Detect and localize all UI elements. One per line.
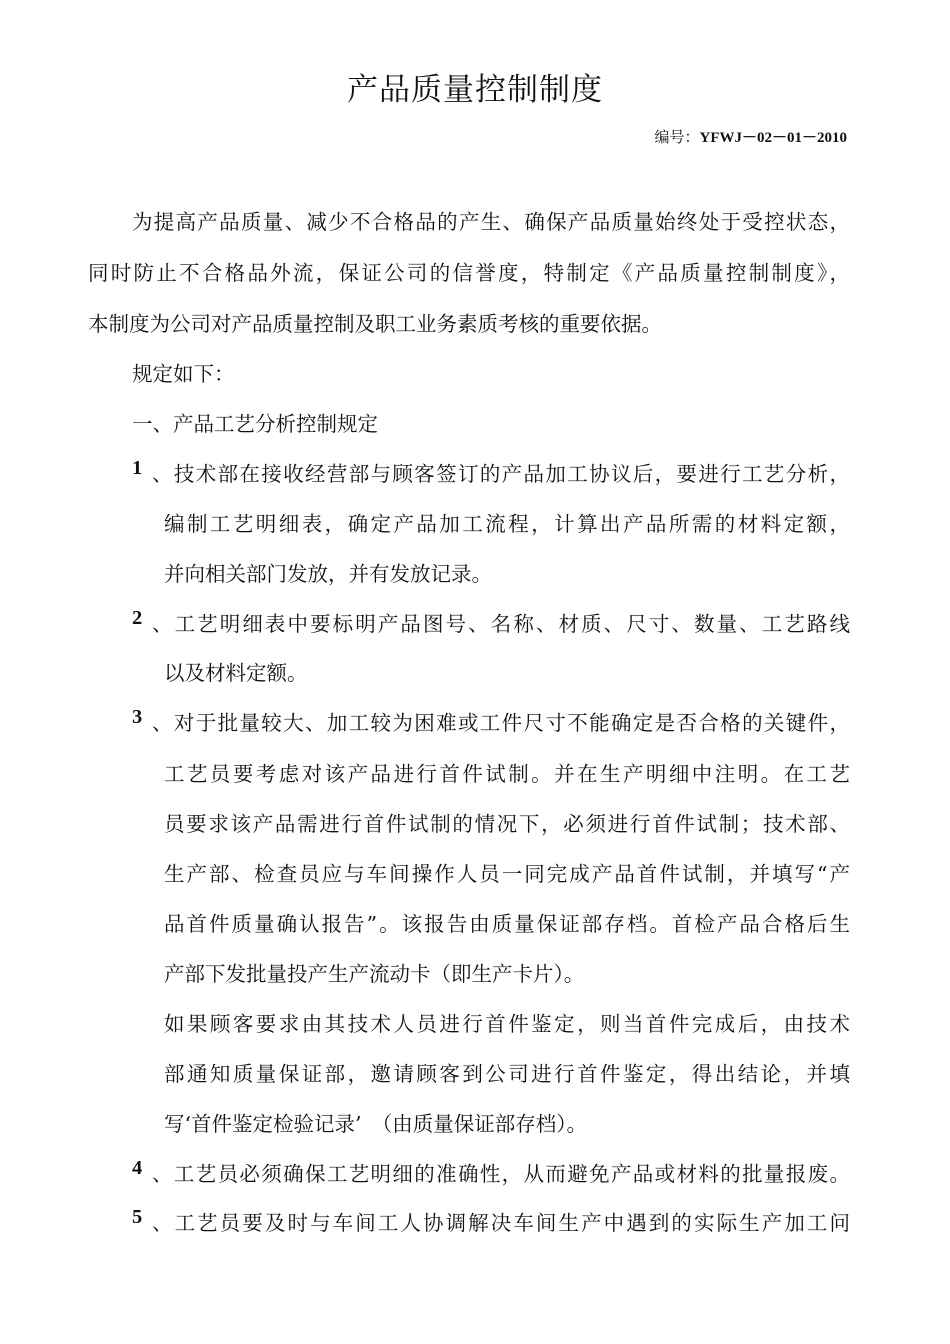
item-number: 5 (132, 1206, 143, 1228)
section-heading: 一、产品工艺分析控制规定 (132, 412, 378, 436)
document-number-label: 编号： (654, 128, 700, 146)
item-number: 4 (132, 1157, 143, 1179)
item-text: 、技术部在接收经营部与顾客签订的产品加工协议后，要进行工艺分析， (152, 462, 850, 486)
item-number: 2 (132, 607, 143, 629)
intro-line: 为提高产品质量、减少不合格品的产生、确保产品质量始终处于受控状态， (132, 210, 850, 234)
document-number-value: YFWJ－02－01－2010 (699, 130, 847, 146)
item-text: 产部下发批量投产生产流动卡（即生产卡片）。 (164, 962, 585, 986)
item-number: 3 (132, 706, 143, 728)
item-text: 编制工艺明细表，确定产品加工流程，计算出产品所需的材料定额， (164, 512, 850, 536)
item-text: 写‘首件鉴定检验记录’ （由质量保证部存档）。 (164, 1112, 588, 1136)
intro-line: 本制度为公司对产品质量控制及职工业务素质考核的重要依据。 (88, 312, 662, 336)
item-text: 如果顾客要求由其技术人员进行首件鉴定，则当首件完成后，由技术 (164, 1012, 850, 1036)
intro-line: 同时防止不合格品外流，保证公司的信誉度，特制定《产品质量控制制度》， (88, 261, 850, 285)
item-text: 生产部、检查员应与车间操作人员一同完成产品首件试制，并填写“产 (164, 862, 850, 886)
item-text: 工艺员要考虑对该产品进行首件试制。并在生产明细中注明。在工艺 (164, 762, 850, 786)
item-text: 员要求该产品需进行首件试制的情况下，必须进行首件试制；技术部、 (164, 812, 850, 836)
item-text: 并向相关部门发放，并有发放记录。 (164, 562, 492, 586)
item-text: 以及材料定额。 (164, 661, 308, 685)
page-title: 产品质量控制制度 (347, 72, 603, 108)
item-number: 1 (132, 457, 143, 479)
rules-intro: 规定如下： (132, 362, 235, 386)
item-text: 品首件质量确认报告”。该报告由质量保证部存档。首检产品合格后生 (164, 912, 850, 936)
item-text: 、工艺明细表中要标明产品图号、名称、材质、尺寸、数量、工艺路线 (152, 612, 850, 636)
item-text: 部通知质量保证部，邀请顾客到公司进行首件鉴定，得出结论，并填 (164, 1062, 850, 1086)
item-text: 、对于批量较大、加工较为困难或工件尺寸不能确定是否合格的关键件， (152, 711, 850, 735)
item-text: 、工艺员必须确保工艺明细的准确性，从而避免产品或材料的批量报废。 (152, 1162, 850, 1186)
document-number (654, 126, 847, 147)
item-text: 、工艺员要及时与车间工人协调解决车间生产中遇到的实际生产加工问 (152, 1211, 850, 1235)
